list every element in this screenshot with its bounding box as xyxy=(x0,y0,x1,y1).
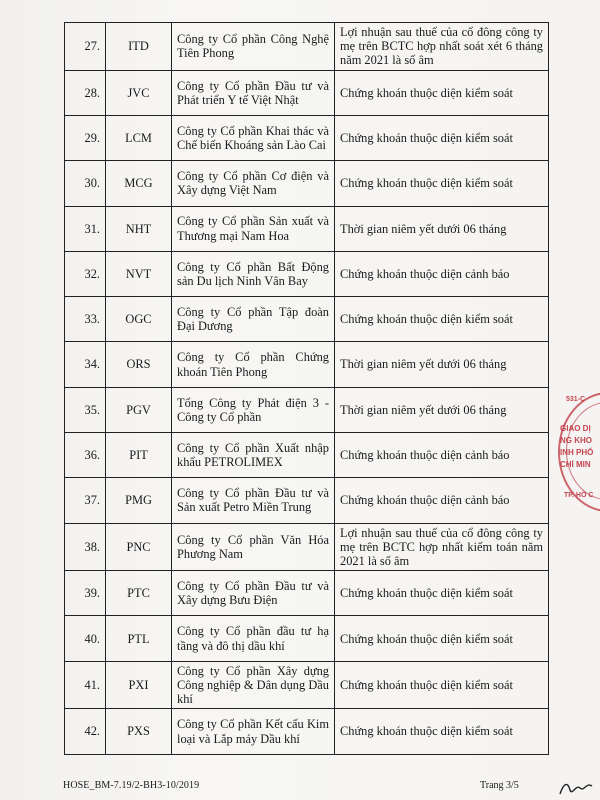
row-number: 38. xyxy=(65,523,106,571)
stock-code: ORS xyxy=(106,342,172,387)
company-name: Công ty Cổ phần Bất Động sản Du lịch Ninh Vân Bay xyxy=(172,251,335,296)
company-name: Công ty Cổ phần Văn Hóa Phương Nam xyxy=(172,523,335,571)
company-name: Tổng Công ty Phát điện 3 - Công ty Cổ phần xyxy=(172,387,335,432)
table-row xyxy=(65,23,549,71)
company-name: Công ty Cổ phần Tập đoàn Đại Dương xyxy=(172,297,335,342)
stock-code: PGV xyxy=(106,387,172,432)
table-row xyxy=(65,161,549,206)
company-name: Công ty Cổ phần Xuất nhập khẩu PETROLIMEX xyxy=(172,432,335,477)
reason: Chứng khoán thuộc diện cảnh báo xyxy=(335,432,549,477)
table-row xyxy=(65,342,549,387)
company-stamp xyxy=(558,392,600,508)
stamp-line-1: 531-C xyxy=(566,396,586,403)
stock-code: OGC xyxy=(106,297,172,342)
page-number: Trang 3/5 xyxy=(480,780,519,791)
company-name: Công ty Cổ phần Đầu tư và Phát triển Y tế Việt Nhật xyxy=(172,70,335,115)
signature-mark xyxy=(558,778,594,798)
reason: Chứng khoán thuộc diện cảnh báo xyxy=(335,251,549,296)
securities-table xyxy=(64,22,549,755)
reason: Chứng khoán thuộc diện kiểm soát xyxy=(335,115,549,160)
row-number: 42. xyxy=(65,709,106,754)
row-number: 39. xyxy=(65,571,106,616)
table-row xyxy=(65,523,549,571)
reason: Chứng khoán thuộc diện kiểm soát xyxy=(335,661,549,709)
reason: Lợi nhuận sau thuế của cổ đông công ty mẹ trên BCTC hợp nhất soát xét 6 tháng năm 2021 là số âm xyxy=(335,23,549,71)
company-name: Công ty Cổ phần Đầu tư và Sản xuất Petro Miền Trung xyxy=(172,478,335,523)
stock-code: NHT xyxy=(106,206,172,251)
company-name: Công ty Cổ phần Khai thác và Chế biến Khoáng sản Lào Cai xyxy=(172,115,335,160)
form-code: HOSE_BM-7.19/2-BH3-10/2019 xyxy=(63,780,200,791)
stock-code: MCG xyxy=(106,161,172,206)
reason: Chứng khoán thuộc diện cảnh báo xyxy=(335,478,549,523)
table-row xyxy=(65,709,549,754)
company-name: Công ty Cổ phần Sản xuất và Thương mại Nam Hoa xyxy=(172,206,335,251)
stock-code: PIT xyxy=(106,432,172,477)
row-number: 37. xyxy=(65,478,106,523)
reason: Chứng khoán thuộc diện kiểm soát xyxy=(335,70,549,115)
stock-code: ITD xyxy=(106,23,172,71)
stock-code: PTC xyxy=(106,571,172,616)
table-row xyxy=(65,432,549,477)
reason: Chứng khoán thuộc diện kiểm soát xyxy=(335,297,549,342)
company-name: Công ty Cổ phần Đầu tư và Xây dựng Bưu Điện xyxy=(172,571,335,616)
stock-code: JVC xyxy=(106,70,172,115)
stock-code: NVT xyxy=(106,251,172,296)
table-row xyxy=(65,571,549,616)
table-row xyxy=(65,616,549,661)
table-row xyxy=(65,297,549,342)
stock-code: PMG xyxy=(106,478,172,523)
reason: Chứng khoán thuộc diện kiểm soát xyxy=(335,709,549,754)
stock-code: PXS xyxy=(106,709,172,754)
table-row xyxy=(65,251,549,296)
table-row xyxy=(65,115,549,160)
reason: Chứng khoán thuộc diện kiểm soát xyxy=(335,571,549,616)
reason: Lợi nhuận sau thuế của cổ đông công ty mẹ trên BCTC hợp nhất kiểm toán năm 2021 là số âm xyxy=(335,523,549,571)
row-number: 28. xyxy=(65,70,106,115)
reason: Thời gian niêm yết dưới 06 tháng xyxy=(335,342,549,387)
row-number: 30. xyxy=(65,161,106,206)
table-row xyxy=(65,206,549,251)
company-name: Công ty Cổ phần Xây dựng Công nghiệp & Dân dụng Dầu khí xyxy=(172,661,335,709)
securities-table-body xyxy=(65,23,549,755)
stamp-line-6: TP. HỒ C xyxy=(564,492,594,499)
row-number: 34. xyxy=(65,342,106,387)
row-number: 27. xyxy=(65,23,106,71)
company-name: Công ty Cổ phần Cơ điện và Xây dựng Việt Nam xyxy=(172,161,335,206)
row-number: 33. xyxy=(65,297,106,342)
stamp-line-4: INH PHỐ xyxy=(560,448,594,457)
row-number: 35. xyxy=(65,387,106,432)
company-name: Công ty Cổ phần Chứng khoán Tiên Phong xyxy=(172,342,335,387)
stamp-line-3: NG KHO xyxy=(560,436,592,445)
stock-code: PXI xyxy=(106,661,172,709)
company-name: Công ty Cổ phần Công Nghệ Tiên Phong xyxy=(172,23,335,71)
stamp-line-2: GIAO DỊ xyxy=(560,424,591,433)
row-number: 31. xyxy=(65,206,106,251)
row-number: 32. xyxy=(65,251,106,296)
stamp-line-5: CHÍ MIN xyxy=(560,460,591,469)
stock-code: LCM xyxy=(106,115,172,160)
stock-code: PNC xyxy=(106,523,172,571)
reason: Chứng khoán thuộc diện kiểm soát xyxy=(335,161,549,206)
table-row xyxy=(65,70,549,115)
reason: Thời gian niêm yết dưới 06 tháng xyxy=(335,387,549,432)
stock-code: PTL xyxy=(106,616,172,661)
row-number: 41. xyxy=(65,661,106,709)
table-row xyxy=(65,478,549,523)
row-number: 36. xyxy=(65,432,106,477)
company-name: Công ty Cổ phần Kết cấu Kim loại và Lắp máy Dầu khí xyxy=(172,709,335,754)
row-number: 40. xyxy=(65,616,106,661)
reason: Thời gian niêm yết dưới 06 tháng xyxy=(335,206,549,251)
reason: Chứng khoán thuộc diện kiểm soát xyxy=(335,616,549,661)
row-number: 29. xyxy=(65,115,106,160)
company-name: Công ty Cổ phần đầu tư hạ tầng và đô thị dầu khí xyxy=(172,616,335,661)
table-row xyxy=(65,661,549,709)
table-row xyxy=(65,387,549,432)
